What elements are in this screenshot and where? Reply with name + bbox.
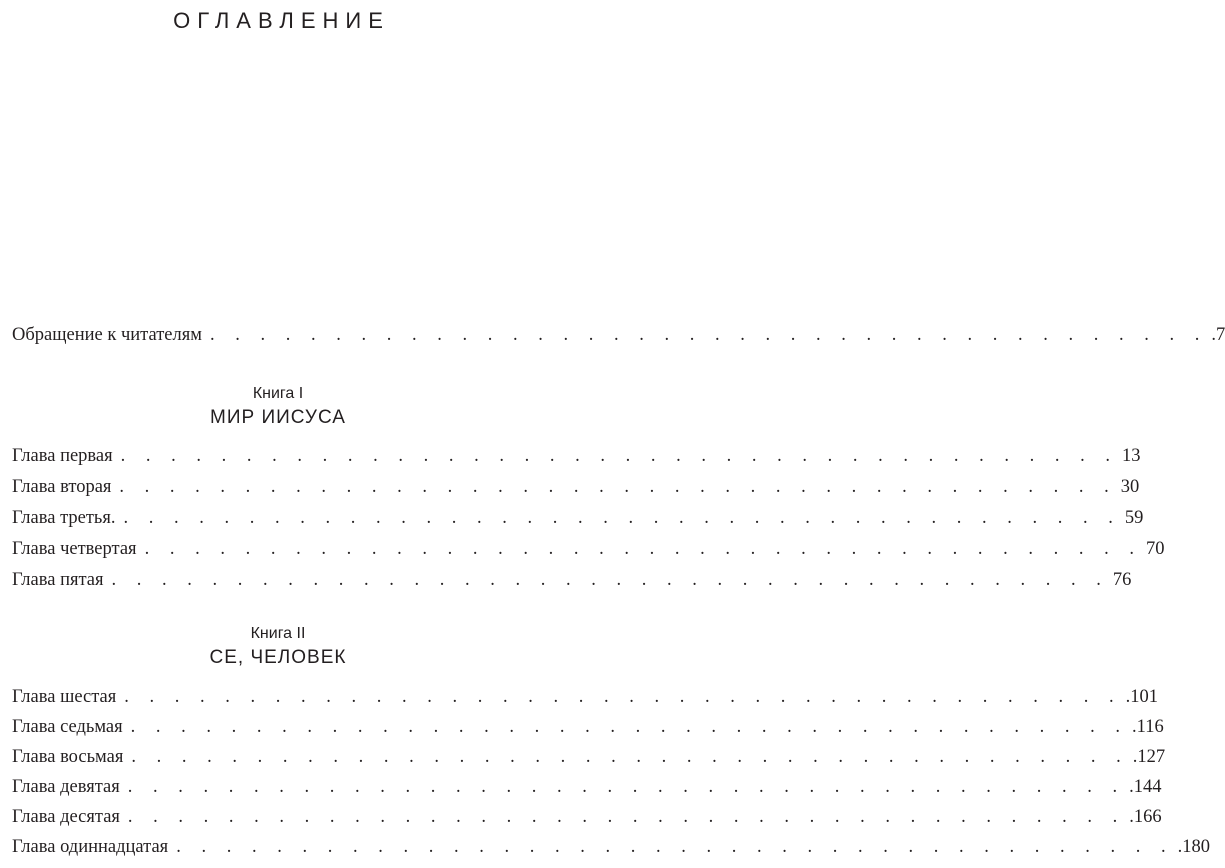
dot-leader: . . . . . . . . . . . . . . . . . . . . . . . . . . . . . . . . . . . . . . . . [209, 325, 1208, 345]
toc-entry-title: Глава первая [12, 446, 113, 466]
book-title: СЕ, ЧЕЛОВЕК [209, 647, 347, 668]
toc-entry-title: Обращение к читателям [12, 325, 202, 345]
book-label: Книга II [250, 625, 306, 642]
toc-entry-title: Глава пятая [12, 570, 104, 590]
toc-entry-page: .127 [1132, 747, 1166, 767]
toc-entry-page: .101 [1125, 687, 1158, 707]
toc-entry[interactable] [12, 714, 1164, 740]
dot-leader: . . . . . . . . . . . . . . . . . . . . . . . . . . . . . . . . . . . . . . . . [144, 539, 1142, 559]
toc-entry-title: Глава одиннадцатая [12, 837, 169, 857]
book-title: МИР ИИСУСА [210, 407, 346, 428]
toc-entry[interactable] [12, 567, 1132, 593]
toc-entry-title: Глава вторая [12, 477, 112, 497]
toc-heading: ОГЛАВЛЕНИЕ [173, 8, 390, 33]
dot-leader: . . . . . . . . . . . . . . . . . . . . . . . . . . . . . . . . . . . . . . . . [131, 747, 1129, 767]
toc-entry-title: Глава четвертая [12, 539, 137, 559]
toc-entry-title: Глава девятая [12, 777, 120, 797]
toc-entry-page: 76 [1112, 570, 1132, 590]
toc-entry-page: .7 [1211, 325, 1225, 345]
book-label: Книга I [252, 385, 304, 402]
toc-entry[interactable] [12, 474, 1140, 500]
dot-leader: . . . . . . . . . . . . . . . . . . . . . . . . . . . . . . . . . . . . . . . . [127, 807, 1126, 827]
toc-entry-page: .116 [1132, 717, 1164, 737]
dot-leader: . . . . . . . . . . . . . . . . . . . . . . . . . . . . . . . . . . . . . . . . [111, 570, 1109, 590]
toc-entry[interactable] [12, 443, 1141, 469]
toc-entry[interactable] [12, 744, 1166, 770]
toc-entry-page: 70 [1145, 539, 1165, 559]
toc-entry-title: Глава десятая [12, 807, 120, 827]
toc-entry[interactable] [12, 804, 1162, 830]
toc-entry-page: 30 [1120, 477, 1140, 497]
toc-entry-page: 13 [1122, 446, 1141, 466]
dot-leader: . . . . . . . . . . . . . . . . . . . . . . . . . . . . . . . . . . . . . . . . [127, 777, 1126, 797]
toc-entry-page: .166 [1129, 807, 1162, 827]
dot-leader: . . . . . . . . . . . . . . . . . . . . . . . . . . . . . . . . . . . . . . . . [176, 837, 1174, 857]
toc-entry[interactable] [12, 536, 1165, 562]
toc-entry-preface[interactable] [12, 322, 1225, 348]
dot-leader: . . . . . . . . . . . . . . . . . . . . . . . . . . . . . . . . . . . . . . . . [123, 508, 1121, 528]
toc-entry-title: Глава восьмая [12, 747, 124, 767]
dot-leader: . . . . . . . . . . . . . . . . . . . . . . . . . . . . . . . . . . . . . . . . [120, 446, 1119, 466]
dot-leader: . . . . . . . . . . . . . . . . . . . . . . . . . . . . . . . . . . . . . . . . [130, 717, 1129, 737]
toc-entry[interactable] [12, 834, 1210, 860]
toc-entry-title: Глава третья. [12, 508, 116, 528]
toc-entry[interactable] [12, 684, 1158, 710]
dot-leader: . . . . . . . . . . . . . . . . . . . . . . . . . . . . . . . . . . . . . . . . [124, 687, 1122, 707]
toc-entry-page: 59 [1124, 508, 1144, 528]
toc-entry-page: .180 [1177, 837, 1210, 857]
toc-entry-page: .144 [1129, 777, 1162, 797]
toc-entry-title: Глава седьмая [12, 717, 123, 737]
toc-entry[interactable] [12, 505, 1144, 531]
dot-leader: . . . . . . . . . . . . . . . . . . . . . . . . . . . . . . . . . . . . . . . . [119, 477, 1117, 497]
toc-entry-title: Глава шестая [12, 687, 117, 707]
toc-entry[interactable] [12, 774, 1162, 800]
